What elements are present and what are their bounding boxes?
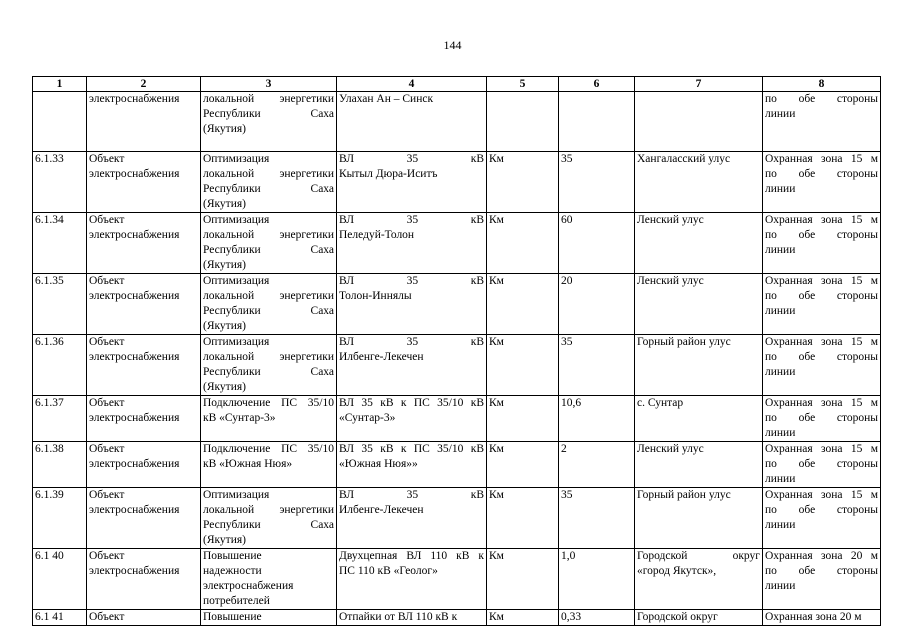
cell-line: Улахан Ан – Синск <box>339 93 434 105</box>
cell-line: надежности <box>203 565 262 577</box>
cell-line: Охранная зона 20 м <box>765 611 862 623</box>
cell-line: по обе стороны <box>765 458 878 470</box>
cell-line: ВЛ 35 кВ <box>339 214 484 226</box>
object-type-cell <box>87 152 201 213</box>
cell-line: Илбенге-Лекечен <box>339 504 424 516</box>
cell-line: Оптимизация <box>203 153 270 165</box>
cell-line: с. Сунтар <box>637 397 684 409</box>
cell-line: Охранная зона 15 м <box>765 443 878 455</box>
protection-zone-cell <box>763 442 881 488</box>
object-name-cell <box>337 396 487 442</box>
table-row <box>33 213 881 274</box>
cell-line: электроснабжения <box>203 580 294 592</box>
column-header: 4 <box>337 77 487 92</box>
cell-line: Км <box>489 443 504 455</box>
location-cell <box>635 488 763 549</box>
cell-line: Городской округ <box>637 611 718 623</box>
cell-line: Республики Саха <box>203 183 334 195</box>
item-number-cell <box>33 396 87 442</box>
cell-line: электроснабжения <box>89 229 180 241</box>
cell-line: электроснабжения <box>89 351 180 363</box>
location-cell <box>635 549 763 610</box>
cell-line: электроснабжения <box>89 458 180 470</box>
protection-zone-cell <box>763 549 881 610</box>
unit-cell <box>487 442 559 488</box>
cell-line: электроснабжения <box>89 93 180 105</box>
cell-line: Км <box>489 397 504 409</box>
cell-line: (Якутия) <box>203 534 246 546</box>
column-header: 8 <box>763 77 881 92</box>
cell-line: Охранная зона 15 м <box>765 275 878 287</box>
object-type-cell <box>87 488 201 549</box>
object-name-cell <box>337 213 487 274</box>
table-row <box>33 152 881 213</box>
cell-line: по обе стороны <box>765 290 878 302</box>
item-number-cell <box>33 92 87 152</box>
cell-line: 1,0 <box>561 550 576 562</box>
purpose-cell <box>201 549 337 610</box>
cell-line: Республики Саха <box>203 244 334 256</box>
cell-line: линии <box>765 366 796 378</box>
cell-line: Кытыл Дюра-Иситъ <box>339 168 438 180</box>
table-header-row <box>33 77 881 92</box>
cell-line: «город Якутск», <box>637 565 717 577</box>
item-number-cell <box>33 335 87 396</box>
cell-line: (Якутия) <box>203 320 246 332</box>
cell-line: 6.1.33 <box>35 153 64 165</box>
purpose-cell <box>201 396 337 442</box>
cell-line: Охранная зона 15 м <box>765 397 878 409</box>
item-number-cell <box>33 274 87 335</box>
unit-cell <box>487 152 559 213</box>
cell-line: 0,33 <box>561 611 582 623</box>
table-row <box>33 610 881 626</box>
item-number-cell <box>33 152 87 213</box>
object-name-cell <box>337 274 487 335</box>
cell-line: ВЛ 35 кВ <box>339 275 484 287</box>
protection-zone-cell <box>763 213 881 274</box>
cell-line: 35 <box>561 336 573 348</box>
cell-line: Толон-Иннялы <box>339 290 412 302</box>
length-cell <box>559 274 635 335</box>
cell-line: Двухцепная ВЛ 110 кВ к <box>339 550 484 562</box>
cell-line: Пеледуй-Толон <box>339 229 415 241</box>
unit-cell <box>487 335 559 396</box>
page-number: 144 <box>443 38 462 52</box>
item-number-cell <box>33 549 87 610</box>
object-name-cell <box>337 488 487 549</box>
location-cell <box>635 92 763 152</box>
object-name-cell <box>337 610 487 626</box>
purpose-cell <box>201 213 337 274</box>
cell-line: линии <box>765 519 796 531</box>
column-header: 7 <box>635 77 763 92</box>
cell-line: Ленский улус <box>637 443 704 455</box>
column-header: 2 <box>87 77 201 92</box>
location-cell <box>635 213 763 274</box>
cell-line: ВЛ 35 кВ к ПС 35/10 кВ <box>339 443 484 455</box>
cell-line: 6.1.37 <box>35 397 64 409</box>
unit-cell <box>487 92 559 152</box>
object-type-cell <box>87 549 201 610</box>
cell-line: Объект <box>89 611 125 623</box>
cell-line: 35 <box>561 153 573 165</box>
cell-line: Оптимизация <box>203 336 270 348</box>
object-type-cell <box>87 213 201 274</box>
column-header: 1 <box>33 77 87 92</box>
cell-line: ВЛ 35 кВ к ПС 35/10 кВ <box>339 397 484 409</box>
cell-line: Объект <box>89 336 125 348</box>
cell-line: Подключение ПС 35/10 <box>203 443 334 455</box>
cell-line: Км <box>489 214 504 226</box>
table-row <box>33 396 881 442</box>
cell-line: Республики Саха <box>203 519 334 531</box>
item-number-cell <box>33 488 87 549</box>
cell-line: 2 <box>561 443 567 455</box>
column-header: 3 <box>201 77 337 92</box>
cell-line: по обе стороны <box>765 504 878 516</box>
length-cell <box>559 549 635 610</box>
cell-line: 35 <box>561 489 573 501</box>
cell-line: 6.1.39 <box>35 489 64 501</box>
length-cell <box>559 335 635 396</box>
cell-line: по обе стороны <box>765 351 878 363</box>
table-row <box>33 442 881 488</box>
cell-line: Охранная зона 15 м <box>765 489 878 501</box>
cell-line: Городской округ <box>637 550 760 562</box>
cell-line: 6.1.34 <box>35 214 64 226</box>
cell-line: линии <box>765 108 796 120</box>
column-header: 6 <box>559 77 635 92</box>
cell-line: 6.1.36 <box>35 336 64 348</box>
unit-cell <box>487 488 559 549</box>
location-cell <box>635 396 763 442</box>
cell-line: (Якутия) <box>203 381 246 393</box>
cell-line: по обе стороны <box>765 412 878 424</box>
cell-line: Горный район улус <box>637 336 731 348</box>
document-table <box>32 76 881 626</box>
cell-line: Объект <box>89 214 125 226</box>
location-cell <box>635 610 763 626</box>
cell-line: линии <box>765 427 796 439</box>
protection-zone-cell <box>763 335 881 396</box>
protection-zone-cell <box>763 92 881 152</box>
cell-line: 60 <box>561 214 573 226</box>
location-cell <box>635 152 763 213</box>
cell-line: Отпайки от ВЛ 110 кВ к <box>339 611 458 623</box>
cell-line: линии <box>765 580 796 592</box>
item-number-cell <box>33 610 87 626</box>
cell-line: Охранная зона 15 м <box>765 214 878 226</box>
cell-line: Республики Саха <box>203 108 334 120</box>
cell-line: Км <box>489 489 504 501</box>
cell-line: по обе стороны <box>765 168 878 180</box>
cell-line: Км <box>489 550 504 562</box>
cell-line: Объект <box>89 489 125 501</box>
cell-line: Км <box>489 275 504 287</box>
cell-line: Км <box>489 153 504 165</box>
cell-line: электроснабжения <box>89 565 180 577</box>
cell-line: кВ «Сунтар-3» <box>203 412 276 424</box>
table-row <box>33 92 881 152</box>
length-cell <box>559 92 635 152</box>
table-row <box>33 549 881 610</box>
cell-line: по обе стороны <box>765 93 878 105</box>
cell-line: 10,6 <box>561 397 582 409</box>
cell-line: Повышение <box>203 550 262 562</box>
object-type-cell <box>87 610 201 626</box>
protection-zone-cell <box>763 488 881 549</box>
cell-line: 6.1 41 <box>35 611 64 623</box>
length-cell <box>559 396 635 442</box>
cell-line: локальной энергетики <box>203 93 334 105</box>
object-name-cell <box>337 549 487 610</box>
unit-cell <box>487 549 559 610</box>
protection-zone-cell <box>763 274 881 335</box>
purpose-cell <box>201 442 337 488</box>
cell-line: Республики Саха <box>203 366 334 378</box>
cell-line: 6.1 40 <box>35 550 64 562</box>
cell-line: Км <box>489 336 504 348</box>
cell-line: электроснабжения <box>89 412 180 424</box>
protection-zone-cell <box>763 610 881 626</box>
object-type-cell <box>87 274 201 335</box>
location-cell <box>635 442 763 488</box>
cell-line: 20 <box>561 275 573 287</box>
cell-line: локальной энергетики <box>203 168 334 180</box>
purpose-cell <box>201 92 337 152</box>
cell-line: Объект <box>89 550 125 562</box>
cell-line: ВЛ 35 кВ <box>339 153 484 165</box>
cell-line: ПС 110 кВ «Геолог» <box>339 565 438 577</box>
cell-line: Оптимизация <box>203 275 270 287</box>
protection-zone-cell <box>763 396 881 442</box>
unit-cell <box>487 396 559 442</box>
cell-line: Охранная зона 15 м <box>765 153 878 165</box>
cell-line: линии <box>765 244 796 256</box>
cell-line: Объект <box>89 397 125 409</box>
purpose-cell <box>201 488 337 549</box>
cell-line: электроснабжения <box>89 504 180 516</box>
cell-line: Илбенге-Лекечен <box>339 351 424 363</box>
cell-line: Объект <box>89 153 125 165</box>
cell-line: (Якутия) <box>203 259 246 271</box>
length-cell <box>559 442 635 488</box>
cell-line: электроснабжения <box>89 290 180 302</box>
cell-line: Охранная зона 20 м <box>765 550 878 562</box>
table-row <box>33 274 881 335</box>
purpose-cell <box>201 335 337 396</box>
cell-line: Горный район улус <box>637 489 731 501</box>
cell-line: линии <box>765 305 796 317</box>
cell-line: 6.1.38 <box>35 443 64 455</box>
length-cell <box>559 213 635 274</box>
location-cell <box>635 335 763 396</box>
cell-line: Объект <box>89 275 125 287</box>
cell-line: локальной энергетики <box>203 290 334 302</box>
cell-line: Повышение <box>203 611 262 623</box>
cell-line: ВЛ 35 кВ <box>339 336 484 348</box>
purpose-cell <box>201 152 337 213</box>
cell-line: по обе стороны <box>765 565 878 577</box>
cell-line: линии <box>765 183 796 195</box>
table-body <box>33 92 881 626</box>
cell-line: (Якутия) <box>203 123 246 135</box>
object-name-cell <box>337 92 487 152</box>
cell-line: Республики Саха <box>203 305 334 317</box>
length-cell <box>559 488 635 549</box>
object-name-cell <box>337 335 487 396</box>
cell-line: ВЛ 35 кВ <box>339 489 484 501</box>
item-number-cell <box>33 442 87 488</box>
table-row <box>33 335 881 396</box>
protection-zone-cell <box>763 152 881 213</box>
cell-line: «Сунтар-3» <box>339 412 396 424</box>
table-row <box>33 488 881 549</box>
cell-line: локальной энергетики <box>203 229 334 241</box>
object-type-cell <box>87 92 201 152</box>
object-type-cell <box>87 335 201 396</box>
cell-line: потребителей <box>203 595 270 607</box>
object-type-cell <box>87 442 201 488</box>
cell-line: Оптимизация <box>203 489 270 501</box>
cell-line: Км <box>489 611 504 623</box>
item-number-cell <box>33 213 87 274</box>
unit-cell <box>487 610 559 626</box>
cell-line: (Якутия) <box>203 198 246 210</box>
cell-line: «Южная Нюя»» <box>339 458 418 470</box>
column-header: 5 <box>487 77 559 92</box>
cell-line: кВ «Южная Нюя» <box>203 458 293 470</box>
cell-line: локальной энергетики <box>203 351 334 363</box>
cell-line: по обе стороны <box>765 229 878 241</box>
location-cell <box>635 274 763 335</box>
cell-line: Оптимизация <box>203 214 270 226</box>
unit-cell <box>487 274 559 335</box>
purpose-cell <box>201 610 337 626</box>
cell-line: электроснабжения <box>89 168 180 180</box>
cell-line: Хангаласский улус <box>637 153 731 165</box>
object-name-cell <box>337 152 487 213</box>
cell-line: линии <box>765 473 796 485</box>
unit-cell <box>487 213 559 274</box>
cell-line: Ленский улус <box>637 275 704 287</box>
cell-line: 6.1.35 <box>35 275 64 287</box>
cell-line: локальной энергетики <box>203 504 334 516</box>
cell-line: Охранная зона 15 м <box>765 336 878 348</box>
object-type-cell <box>87 396 201 442</box>
cell-line: Подключение ПС 35/10 <box>203 397 334 409</box>
object-name-cell <box>337 442 487 488</box>
purpose-cell <box>201 274 337 335</box>
length-cell <box>559 610 635 626</box>
cell-line: Ленский улус <box>637 214 704 226</box>
cell-line: Объект <box>89 443 125 455</box>
length-cell <box>559 152 635 213</box>
